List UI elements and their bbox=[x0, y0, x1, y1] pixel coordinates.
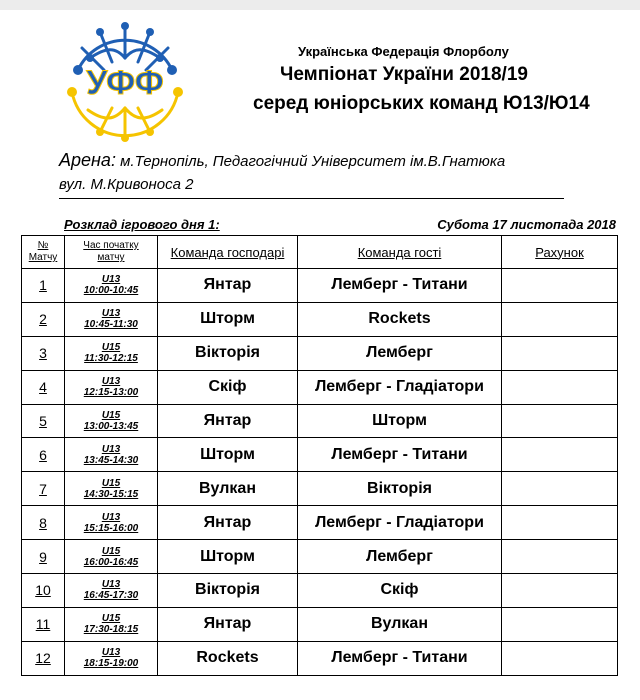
arena-venue: м.Тернопіль, Педагогічний Університет ім.В.Гнатюка bbox=[120, 153, 506, 170]
match-number: 11 bbox=[22, 607, 65, 641]
away-team: Лемберг - Гладіатори bbox=[298, 370, 502, 404]
organization-name: Українська Федерація Флорболу bbox=[298, 44, 509, 59]
away-team: Лемберг - Гладіатори bbox=[298, 506, 502, 540]
home-team: Вікторія bbox=[158, 574, 298, 608]
score-cell bbox=[502, 641, 618, 675]
match-time: U13 18:15-19:00 bbox=[65, 641, 158, 675]
score-cell bbox=[502, 540, 618, 574]
match-time: U13 10:45-11:30 bbox=[65, 302, 158, 336]
table-row bbox=[22, 302, 618, 336]
match-time: U15 14:30-15:15 bbox=[65, 472, 158, 506]
score-cell bbox=[502, 472, 618, 506]
match-number: 5 bbox=[22, 404, 65, 438]
match-number: 4 bbox=[22, 370, 65, 404]
match-number: 8 bbox=[22, 506, 65, 540]
match-number: 7 bbox=[22, 472, 65, 506]
table-row bbox=[22, 506, 618, 540]
arena-line-1 bbox=[59, 150, 505, 171]
home-team: Шторм bbox=[158, 302, 298, 336]
home-team: Вікторія bbox=[158, 336, 298, 370]
floorball-net-icon bbox=[60, 18, 190, 146]
away-team: Rockets bbox=[298, 302, 502, 336]
schedule-date: Субота 17 листопада 2018 bbox=[437, 217, 616, 232]
table-row bbox=[22, 370, 618, 404]
score-cell bbox=[502, 269, 618, 303]
score-cell bbox=[502, 438, 618, 472]
match-time: U15 16:00-16:45 bbox=[65, 540, 158, 574]
home-team: Янтар bbox=[158, 404, 298, 438]
match-time: U13 10:00-10:45 bbox=[65, 269, 158, 303]
score-cell bbox=[502, 336, 618, 370]
away-team: Лемберг bbox=[298, 336, 502, 370]
away-team: Лемберг - Титани bbox=[298, 641, 502, 675]
score-cell bbox=[502, 574, 618, 608]
table-row bbox=[22, 574, 618, 608]
away-team: Лемберг - Титани bbox=[298, 269, 502, 303]
match-number: 3 bbox=[22, 336, 65, 370]
score-cell bbox=[502, 607, 618, 641]
table-row bbox=[22, 540, 618, 574]
col-header-number: № Матчу bbox=[22, 236, 65, 269]
arena-underline bbox=[59, 198, 564, 199]
home-team: Янтар bbox=[158, 506, 298, 540]
score-cell bbox=[502, 404, 618, 438]
score-cell bbox=[502, 506, 618, 540]
col-header-score: Рахунок bbox=[502, 236, 618, 269]
schedule-title: Розклад ігрового дня 1: bbox=[64, 217, 220, 232]
home-team: Вулкан bbox=[158, 472, 298, 506]
table-row bbox=[22, 404, 618, 438]
table-row bbox=[22, 438, 618, 472]
arena-label: Арена: bbox=[59, 150, 116, 170]
home-team: Rockets bbox=[158, 641, 298, 675]
col-header-away: Команда гості bbox=[298, 236, 502, 269]
top-bar bbox=[0, 0, 640, 10]
match-number: 12 bbox=[22, 641, 65, 675]
match-time: U13 15:15-16:00 bbox=[65, 506, 158, 540]
table-row bbox=[22, 641, 618, 675]
logo-text: УФФ bbox=[86, 64, 164, 102]
match-number: 10 bbox=[22, 574, 65, 608]
match-time: U13 13:45-14:30 bbox=[65, 438, 158, 472]
away-team: Вікторія bbox=[298, 472, 502, 506]
score-cell bbox=[502, 302, 618, 336]
score-cell bbox=[502, 370, 618, 404]
match-number: 2 bbox=[22, 302, 65, 336]
table-row bbox=[22, 607, 618, 641]
home-team: Янтар bbox=[158, 607, 298, 641]
match-number: 6 bbox=[22, 438, 65, 472]
home-team: Скіф bbox=[158, 370, 298, 404]
schedule-table bbox=[21, 235, 618, 676]
col-header-home: Команда господарі bbox=[158, 236, 298, 269]
match-time: U13 12:15-13:00 bbox=[65, 370, 158, 404]
table-row bbox=[22, 269, 618, 303]
home-team: Шторм bbox=[158, 540, 298, 574]
match-number: 9 bbox=[22, 540, 65, 574]
page-title: Чемпіонат України 2018/19 bbox=[280, 64, 528, 85]
away-team: Лемберг - Титани bbox=[298, 438, 502, 472]
page-subtitle: серед юніорських команд Ю13/Ю14 bbox=[253, 93, 590, 114]
away-team: Скіф bbox=[298, 574, 502, 608]
table-header-row bbox=[22, 236, 618, 269]
home-team: Янтар bbox=[158, 269, 298, 303]
away-team: Лемберг bbox=[298, 540, 502, 574]
away-team: Вулкан bbox=[298, 607, 502, 641]
match-time: U13 16:45-17:30 bbox=[65, 574, 158, 608]
match-number: 1 bbox=[22, 269, 65, 303]
ufu-logo bbox=[60, 18, 190, 146]
match-time: U15 13:00-13:45 bbox=[65, 404, 158, 438]
away-team: Шторм bbox=[298, 404, 502, 438]
col-header-time: Час початку матчу bbox=[65, 236, 158, 269]
table-row bbox=[22, 472, 618, 506]
table-row bbox=[22, 336, 618, 370]
match-time: U15 11:30-12:15 bbox=[65, 336, 158, 370]
home-team: Шторм bbox=[158, 438, 298, 472]
match-time: U15 17:30-18:15 bbox=[65, 607, 158, 641]
arena-address: вул. М.Кривоноса 2 bbox=[59, 176, 194, 193]
